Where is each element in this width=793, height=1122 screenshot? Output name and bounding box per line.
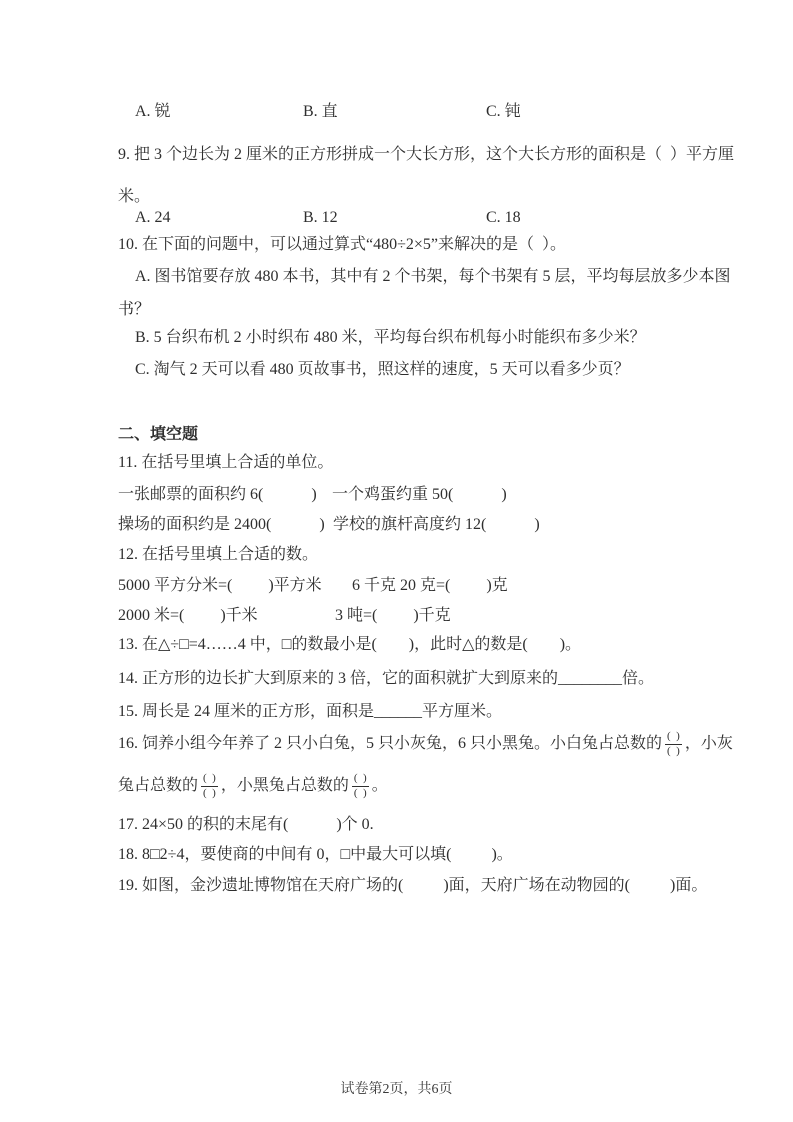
fraction-denominator: ( ) (667, 744, 680, 757)
q8-option-a: A. 锐 (135, 103, 171, 120)
fraction-numerator: ( ) (665, 730, 682, 745)
q9-option-b: B. 12 (303, 209, 338, 226)
fraction-blank (665, 730, 682, 759)
q9-stem-line1: 9. 把 3 个边长为 2 厘米的正方形拼成一个大长方形，这个大长方形的面积是（ ）平方厘 (118, 146, 735, 163)
q15-text: 15. 周长是 24 厘米的正方形，面积是______平方厘米。 (118, 703, 503, 720)
q9-option-c: C. 18 (486, 209, 521, 226)
q18-text: 18. 8□2÷4，要使商的中间有 0，□中最大可以填( )。 (118, 846, 513, 863)
q16-line2-seg2: ，小黑兔占总数的 (220, 777, 349, 795)
fraction-blank (201, 772, 218, 801)
q10-option-a-line2: 书？ (118, 301, 151, 318)
q11-row1-right: 一个鸡蛋约重 50( ) (332, 486, 507, 503)
q16-line1 (118, 730, 733, 759)
page-number-footer: 试卷第2页，共6页 (340, 1082, 453, 1097)
section-2-title: 二、填空题 (118, 426, 199, 443)
q12-stem: 12. 在括号里填上合适的数。 (118, 546, 319, 563)
q10-option-a-line1: A. 图书馆要存放 480 本书，其中有 2 个书架，每个书架有 5 层，平均每层放多少本图 (135, 268, 731, 285)
fraction-denominator: ( ) (353, 786, 367, 799)
q9-stem-line2: 米。 (118, 188, 151, 205)
q11-stem: 11. 在括号里填上合适的单位。 (118, 454, 334, 471)
q19-text: 19. 如图，金沙遗址博物馆在天府广场的( )面，天府广场在动物园的( )面。 (118, 877, 708, 894)
q16-line2-seg3: 。 (371, 777, 388, 795)
q16-line2-seg1: 兔占总数的 (118, 777, 199, 795)
q9-option-a: A. 24 (135, 209, 171, 226)
q11-row2-right: 学校的旗杆高度约 12( ) (333, 516, 540, 533)
q16-line2 (118, 772, 388, 801)
q14-text: 14. 正方形的边长扩大到原来的 3 倍，它的面积就扩大到原来的________倍。 (118, 670, 655, 687)
fraction-numerator: ( ) (201, 772, 218, 787)
q8-option-c: C. 钝 (486, 103, 521, 120)
q12-row2-right: 3 吨=( )千克 (335, 607, 451, 624)
q11-row2-left: 操场的面积约是 2400( ) (118, 516, 325, 533)
q16-line1-text: 16. 饲养小组今年养了 2 只小白兔，5 只小灰兔，6 只小黑兔。小白兔占总数的 (118, 735, 663, 753)
q11-row1-left: 一张邮票的面积约 6( ) (118, 486, 317, 503)
q17-text: 17. 24×50 的积的末尾有( )个 0. (118, 816, 374, 833)
q10-option-c: C. 淘气 2 天可以看 480 页故事书，照这样的速度，5 天可以看多少页？ (135, 361, 630, 378)
q13-text: 13. 在△÷□=4……4 中，□的数最小是( )，此时△的数是( )。 (118, 636, 582, 653)
q16-line1-tail: ，小灰 (684, 735, 733, 753)
q10-stem: 10. 在下面的问题中，可以通过算式“480÷2×5”来解决的是（ ）。 (118, 236, 567, 253)
fraction-blank (352, 772, 369, 801)
q8-option-b: B. 直 (303, 103, 338, 120)
fraction-denominator: ( ) (203, 786, 216, 799)
q12-row2-left: 2000 米=( )千米 (118, 607, 258, 624)
q12-row1-left: 5000 平方分米=( )平方米 (118, 577, 322, 594)
fraction-numerator: ( ) (352, 772, 369, 787)
q12-row1-right: 6 千克 20 克=( )克 (352, 577, 508, 594)
q10-option-b: B. 5 台织布机 2 小时织布 480 米，平均每台织布机每小时能织布多少米？ (135, 329, 646, 346)
